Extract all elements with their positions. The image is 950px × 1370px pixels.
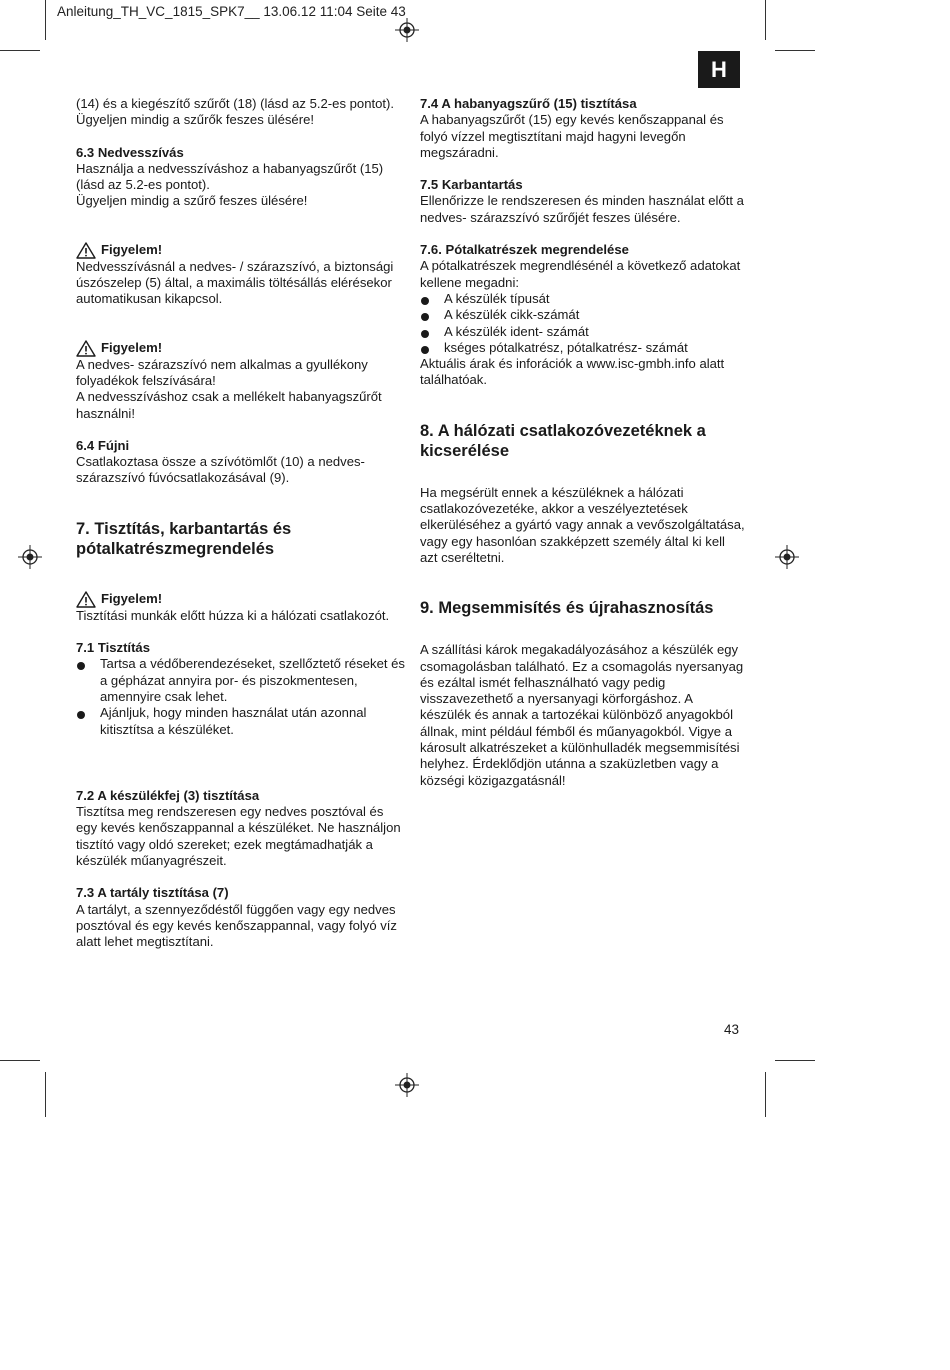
- crop-mark: [765, 1072, 766, 1117]
- paragraph: Használja a nedvesszíváshoz a habanyagszűrőt (15) (lásd az 5.2-es pontot).: [76, 160, 384, 193]
- paragraph: A szállítási károk megakadályozásához a készülék egy csomagolásban található. Ez a csomagolás nyersanyag és ezáltal ismét felhasználható vagy pedig visszavezethető a nyersanyagi körforgáshoz. A készülék és annak a tartozékai különböző anyagokból állnak, mint például fémből és műanyagokból. Vigye a károsult alkatrészeket a különhulladék megsemmisítési helyhez. Érdeklődjön utánna a szaküzletben vagy a községi közigazgatásnál!: [420, 642, 744, 788]
- warning-heading: [76, 591, 406, 608]
- paragraph: A nedves- szárazszívó nem alkalmas a gyullékony folyadékok felszívására!: [76, 356, 368, 388]
- warning-label: Figyelem!: [101, 591, 163, 607]
- crop-mark: [775, 1060, 815, 1061]
- crop-mark: [0, 1060, 40, 1061]
- crop-mark: [45, 0, 46, 40]
- chapter-heading: 7. Tisztítás, karbantartás és pótalkatrészmegrendelés: [76, 519, 292, 558]
- list-item: A készülék ident- számát: [420, 324, 745, 340]
- list-item: Ajánljuk, hogy minden használat után azonnal kitisztítsa a készüléket.: [76, 705, 406, 738]
- crop-mark: [765, 0, 766, 40]
- section-heading: 7.4 A habanyagszűrő (15) tisztítása: [420, 96, 637, 111]
- paragraph: A nedvesszíváshoz csak a mellékelt habanyagszűrőt használni!: [76, 389, 382, 421]
- warning-heading: [76, 340, 406, 357]
- left-column: [76, 96, 406, 951]
- chapter-heading: 8. A hálózati csatlakozóvezetéknek a kicserélése: [420, 421, 706, 460]
- section-heading: 7.3 A tartály tisztítása (7): [76, 885, 229, 901]
- section-heading: 7.6. Pótalkatrészek megrendelése: [420, 242, 629, 258]
- registration-mark-icon: [395, 1073, 419, 1097]
- crop-mark: [45, 1072, 46, 1117]
- paragraph: (14) és a kiegészítő szűrőt (18) (lásd az 5.2-es pontot).: [76, 96, 395, 111]
- list-item: Tartsa a védőberendezéseket, szellőztető réseket és a gépházat annyira por- és piszokmentesen, amennyire csak lehet.: [76, 656, 406, 705]
- chapter-heading: 9. Megsemmisítés és újrahasznosítás: [420, 599, 714, 618]
- registration-mark-icon: [18, 545, 42, 569]
- list-item: kséges pótalkatrész, pótalkatrész- számát: [420, 340, 745, 356]
- section-heading: 7.1 Tisztítás: [76, 640, 150, 656]
- paragraph: Ellenőrizze le rendszeresen és minden használat előtt a nedves- szárazszívó szűrőjét feszes ülésére.: [420, 193, 744, 225]
- warning-triangle-icon: [76, 591, 96, 608]
- section-heading: 6.3 Nedvesszívás: [76, 144, 184, 160]
- section-heading: 6.4 Fújni: [76, 437, 130, 453]
- warning-heading: [76, 242, 406, 259]
- page-number: 43: [724, 1022, 740, 1037]
- list-item: A készülék típusát: [420, 291, 745, 307]
- warning-triangle-icon: [76, 242, 96, 259]
- section-heading: 7.2 A készülékfej (3) tisztítása: [76, 787, 260, 803]
- crop-mark: [0, 50, 40, 51]
- paragraph: A habanyagszűrőt (15) egy kevés kenőszappanal és folyó vízzel megtisztítani majd hagyni levegőn megszáradni.: [420, 112, 724, 160]
- paragraph: A pótalkatrészek megrendlésénél a következő adatokat kellene megadni:: [420, 258, 741, 290]
- registration-mark-icon: [395, 18, 419, 42]
- paragraph: Ügyeljen mindig a szűrő feszes ülésére!: [76, 193, 308, 209]
- print-slug: Anleitung_TH_VC_1815_SPK7__ 13.06.12 11:04 Seite 43: [57, 4, 406, 19]
- paragraph: Ügyeljen mindig a szűrők feszes ülésére!: [76, 112, 314, 128]
- right-column: [420, 96, 745, 789]
- language-tab: H: [698, 51, 740, 88]
- warning-triangle-icon: [76, 340, 96, 357]
- registration-mark-icon: [775, 545, 799, 569]
- paragraph: Csatlakoztasa össze a szívótömlőt (10) a nedves-szárazszívó fúvócsatlakozásával (9).: [76, 454, 365, 486]
- list-item: A készülék cikk-számát: [420, 307, 745, 323]
- paragraph: Tisztítási munkák előtt húzza ki a hálózati csatlakozót.: [76, 607, 390, 623]
- paragraph: A tartályt, a szennyeződéstől függően vagy egy nedves posztóval és egy kevés kenőszappannal, vagy folyó víz alatt lehet megtisztítani.: [76, 901, 397, 950]
- paragraph: Tisztítsa meg rendszeresen egy nedves posztóval és egy kevés kenőszappannal a készüléket. Ne használjon tisztító vagy oldó szereket; ezek megtámadhatják a készülék műanyagrészeit.: [76, 804, 401, 869]
- paragraph: Aktuális árak és inforációk a www.isc-gmbh.info alatt találhatóak.: [420, 356, 725, 388]
- bullet-list: [76, 656, 406, 737]
- warning-label: Figyelem!: [101, 340, 163, 356]
- paragraph: Ha megsérült ennek a készüléknek a hálózati csatlakozóvezetéke, akkor a veszélyeztetések elkerüléséhez a gyártó vagy annak a vevőszolgáltatása, vagy egy hasonlóan szakképzett személy által ki kell azt cseréltetni.: [420, 484, 745, 565]
- section-heading: 7.5 Karbantartás: [420, 177, 523, 193]
- crop-mark: [775, 50, 815, 51]
- bullet-list: [420, 291, 745, 356]
- warning-label: Figyelem!: [101, 242, 163, 258]
- paragraph: Nedvesszívásnál a nedves- / szárazszívó, a biztonsági úszószelep (5) által, a maximális töltésállás elérésekor automatikusan kikapcsol.: [76, 258, 394, 307]
